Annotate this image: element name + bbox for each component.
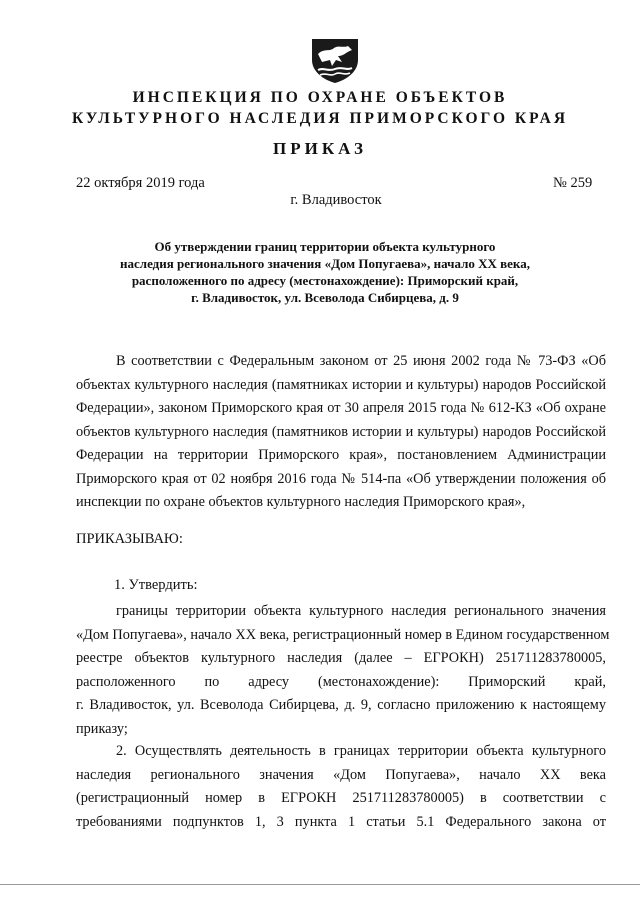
preamble-line: В соответствии с Федеральным законом от 25 июня 2002 года № 73-ФЗ «Об [116, 353, 606, 369]
decree-heading: ПРИКАЗЫВАЮ: [76, 531, 183, 547]
item1-line: границы территории объекта культурного наследия регионального значения [116, 603, 606, 619]
preamble-line: объектов культурного наследия (памятников истории и культуры) народов Российской [76, 423, 606, 440]
preamble-line: инспекции по охране объектов культурного наследия Приморского края», [76, 494, 526, 510]
order-date: 22 октября 2019 года [76, 175, 205, 191]
order-title: ПРИКАЗ [273, 139, 367, 158]
item1-line: «Дом Попугаева», начало XX века, регистрационный номер в Едином государственном [76, 626, 610, 643]
item1-line: приказу; [76, 720, 128, 737]
item1-line: г. Владивосток, ул. Всеволода Сибирцева, д. 9, согласно приложению к настоящему [76, 697, 606, 713]
item2-line: (регистрационный номер в ЕГРОКН 251711283780005) в соответствии с [76, 790, 606, 806]
subject-line: расположенного по адресу (местонахождение): Приморский край, [131, 273, 519, 288]
scan-divider [0, 884, 640, 885]
subject-line: г. Владивосток, ул. Всеволода Сибирцева, д. 9 [191, 290, 459, 305]
preamble-line: Федерации», законом Приморского края от 30 апреля 2015 года № 612-КЗ «Об охране [76, 400, 606, 416]
order-number: № 259 [553, 175, 593, 191]
item2-paragraph [76, 740, 606, 834]
item1-paragraph [76, 600, 610, 741]
organization-title-line1: ИНСПЕКЦИЯ ПО ОХРАНЕ ОБЪЕКТОВ [132, 89, 508, 106]
item1-line: реестре объектов культурного наследия (далее – ЕГРОКН) 251711283780005, [76, 650, 606, 666]
preamble-line: Федерации на территории Приморского края», постановлением Администрации [76, 447, 606, 463]
preamble-line: объектах культурного наследия (памятниках истории и культуры) народов Российской [76, 376, 606, 393]
item1-title: 1. Утвердить: [114, 577, 198, 593]
organization-title-line2: КУЛЬТУРНОГО НАСЛЕДИЯ ПРИМОРСКОГО КРАЯ [71, 110, 569, 127]
order-city: г. Владивосток [290, 192, 382, 208]
preamble-paragraph [76, 350, 606, 515]
coat-of-arms-icon [308, 36, 362, 84]
item2-line: требованиями подпунктов 1, 3 пункта 1 статьи 5.1 Федерального закона от [76, 813, 606, 830]
subject-line: Об утверждении границ территории объекта культурного [154, 239, 496, 254]
order-subject [112, 238, 538, 306]
item2-line: наследия регионального значения «Дом Попугаева», начало XX века [76, 766, 606, 783]
preamble-line: Приморского края от 02 ноября 2016 года № 514-па «Об утверждении положения об [76, 470, 606, 487]
item1-line: расположенного по адресу (местонахождение): Приморский край, [76, 673, 606, 690]
item2-line: 2. Осуществлять деятельность в границах территории объекта культурного [116, 743, 606, 759]
subject-line: наследия регионального значения «Дом Попугаева», начало XX века, [120, 256, 530, 271]
